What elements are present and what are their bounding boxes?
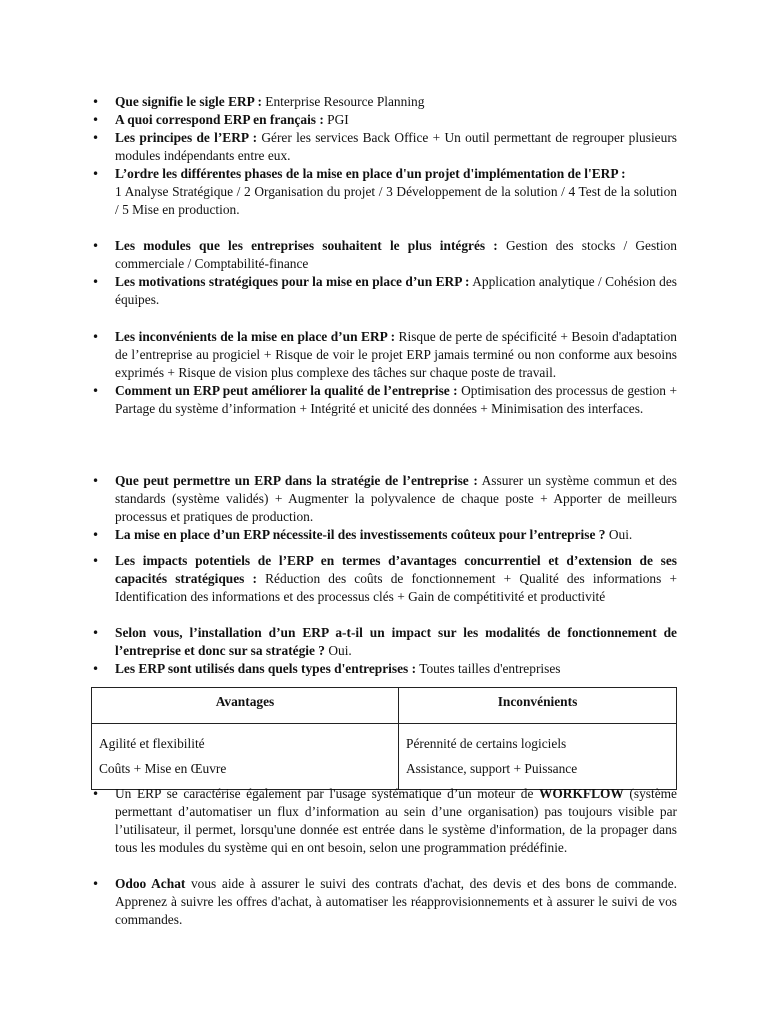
answer-text: Risque de perte de spécificité + Besoin d'adaptation de l’entreprise au progiciel + Risque de voir le projet ERP jamais terminé ou non conforme aux besoins exprimés + Risque de vision plus complexe des tâches sur chaque poste de travail. xyxy=(115,329,677,380)
list-item xyxy=(92,526,677,544)
bullet-list-odoo xyxy=(92,875,677,929)
odoo-keyword: Odoo Achat xyxy=(115,876,186,891)
question-text: Les inconvénients de la mise en place d’un ERP : xyxy=(115,329,396,344)
bullet-list-workflow xyxy=(92,785,677,857)
workflow-text-after: (système permettant d’automatiser un flux d’information au sein d’une organisation) pas toujours visible par l’utilisateur, il permet, lorsqu'une donnée est entrée dans le système d'information, de la propager dans tous les modules du système qui en ont besoin, selon une programmation prédéfinie. xyxy=(115,786,677,855)
list-item xyxy=(92,382,677,418)
list-item xyxy=(92,273,677,309)
bullet-list-usage xyxy=(92,624,677,678)
question-text: La mise en place d’un ERP nécessite-il des investissements coûteux pour l’entreprise ? xyxy=(115,527,606,542)
cell-line: Assistance, support + Puissance xyxy=(406,761,578,776)
question-text: Comment un ERP peut améliorer la qualité de l’entreprise : xyxy=(115,383,458,398)
question-text: Les ERP sont utilisés dans quels types d'entreprises : xyxy=(115,661,417,676)
cell-line: Coûts + Mise en Œuvre xyxy=(99,761,227,776)
workflow-text-before: Un ERP se caractérise également par l'usage systématique d’un moteur de xyxy=(115,786,539,801)
list-item xyxy=(92,552,677,606)
answer-text: Toutes tailles d'entreprises xyxy=(416,661,561,676)
list-item xyxy=(92,129,677,165)
question-text: A quoi correspond ERP en français : xyxy=(115,112,324,127)
answer-text: Application analytique / Cohésion des équipes. xyxy=(115,274,678,307)
bullet-list-strategy xyxy=(92,472,677,544)
question-text: Les impacts potentiels de l’ERP en termes d’avantages concurrentiel et d’extension de ses capacités stratégiques : xyxy=(115,553,677,586)
answer-text: PGI xyxy=(323,112,349,127)
question-text: Que peut permettre un ERP dans la stratégie de l’entreprise : xyxy=(115,473,478,488)
answer-text: Réduction des coûts de fonctionnement + Qualité des informations + Identification des informations et des processus clés + Gain de compétitivité et productivité xyxy=(115,571,678,604)
table-cell-avantages xyxy=(92,724,399,790)
answer-text: Oui. xyxy=(605,527,633,542)
bullet-list-impacts xyxy=(92,552,677,606)
advantages-table xyxy=(91,687,677,790)
answer-text: Oui. xyxy=(325,643,352,658)
list-item xyxy=(92,111,677,129)
answer-text: Gestion des stocks / Gestion commerciale / Comptabilité-finance xyxy=(115,238,677,271)
list-item xyxy=(92,93,677,111)
list-item xyxy=(92,785,677,857)
bullet-list-basics xyxy=(92,93,677,219)
question-text: Selon vous, l’installation d’un ERP a-t-il un impact sur les modalités de fonctionnement de l’entreprise et donc sur sa stratégie ? xyxy=(115,625,677,658)
table-cell-inconvenients xyxy=(399,724,677,790)
bullet-list-modules xyxy=(92,237,677,309)
cell-line: Pérennité de certains logiciels xyxy=(406,736,567,751)
list-item xyxy=(92,875,677,929)
list-item xyxy=(92,328,677,382)
answer-text: Assurer un système commun et des standards (système validés) + Augmenter la polyvalence de chaque poste + Apporter de meilleurs processus et pratiques de production. xyxy=(115,473,677,524)
question-text: Les motivations stratégiques pour la mise en place d’un ERP : xyxy=(115,274,470,289)
question-text: Les modules que les entreprises souhaitent le plus intégrés : xyxy=(115,238,498,253)
table-header-row xyxy=(92,688,677,724)
table-row xyxy=(92,724,677,790)
odoo-text: vous aide à assurer le suivi des contrats d'achat, des devis et des bons de commande. Apprenez à suivre les offres d'achat, à automatiser les réapprovisionnements et à assurer le suivi de vos commandes. xyxy=(115,876,678,927)
list-item xyxy=(92,624,677,660)
answer-text: Enterprise Resource Planning xyxy=(261,94,425,109)
answer-text: Optimisation des processus de gestion + Partage du système d’information + Intégrité et unicité des données + Minimisation des interfaces. xyxy=(115,383,677,416)
answer-text: 1 Analyse Stratégique / 2 Organisation du projet / 3 Développement de la solution / 4 Test de la solution / 5 Mise en production. xyxy=(115,184,677,217)
question-text: Les principes de l’ERP : xyxy=(115,130,258,145)
list-item xyxy=(92,660,677,678)
list-item xyxy=(92,237,677,273)
list-item xyxy=(92,472,677,526)
table-header-inconvenients: Inconvénients xyxy=(399,688,677,724)
cell-line: Agilité et flexibilité xyxy=(99,736,205,751)
table-header-avantages: Avantages xyxy=(92,688,399,724)
list-item xyxy=(92,165,677,219)
workflow-keyword: WORKFLOW xyxy=(539,786,624,801)
bullet-list-inconvenients xyxy=(92,328,677,418)
question-text: Que signifie le sigle ERP : xyxy=(115,94,262,109)
question-text: L’ordre les différentes phases de la mise en place d'un projet d'implémentation de l'ERP : xyxy=(115,166,626,181)
answer-text: Gérer les services Back Office + Un outil permettant de regrouper plusieurs modules indépendants entre eux. xyxy=(115,130,677,163)
